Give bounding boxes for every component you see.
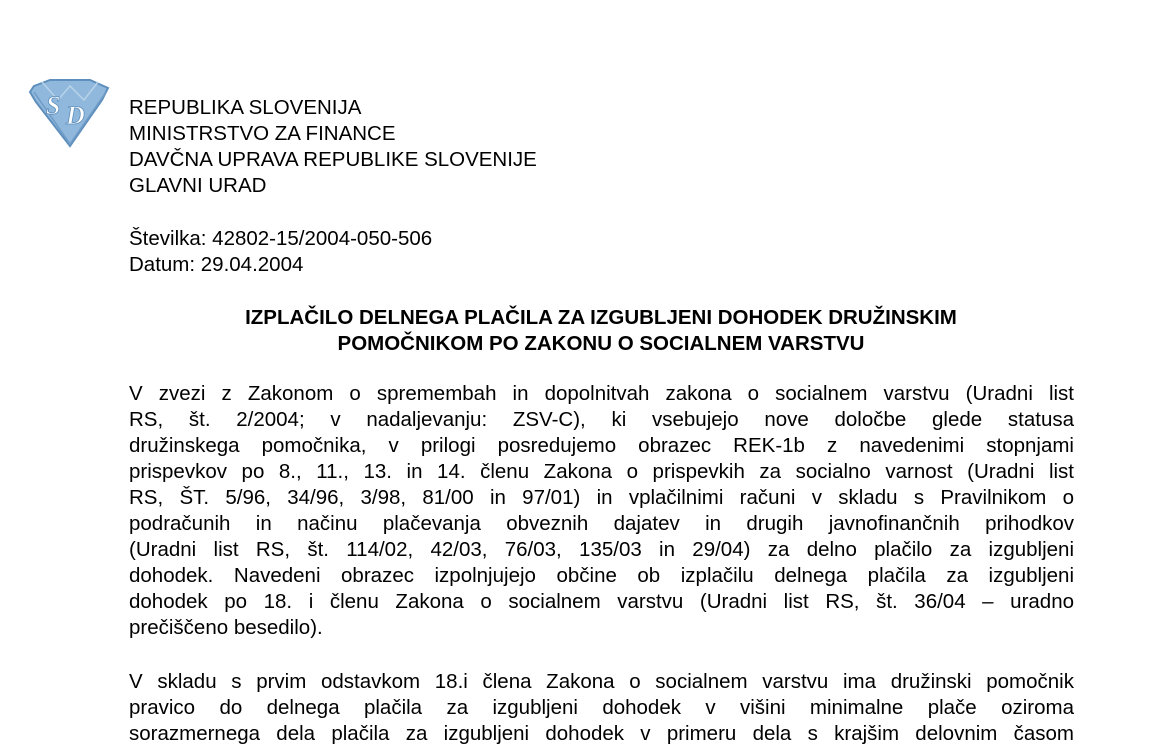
document-meta	[129, 226, 432, 278]
paragraph-line: prečiščeno besedilo).	[129, 616, 323, 639]
title-line-1: IZPLAČILO DELNEGA PLAČILA ZA IZGUBLJENI DOHODEK DRUŽINSKIM	[245, 306, 957, 329]
document-number: Številka: 42802-15/2004-050-506	[129, 227, 433, 250]
paragraph-line: družinskega pomočnika, v prilogi posredujemo obrazec REK-1b z navedenimi stopnjami	[129, 434, 1074, 457]
paragraph-line: sorazmernega dela plačila za izgubljeni dohodek v primeru dela s krajšim delovnim časom	[129, 722, 1074, 745]
paragraph-line: podračunih in načinu plačevanja obveznih dajatev in drugih javnofinančnih prihodkov	[129, 512, 1074, 535]
svg-text:S: S	[46, 91, 61, 120]
paragraph-1	[129, 381, 1074, 641]
paragraph-line: pravico do delnega plačila za izgubljeni dohodek v višini minimalne plače oziroma	[129, 696, 1074, 719]
letterhead-tax-administration: DAVČNA UPRAVA REPUBLIKE SLOVENIJE	[129, 148, 537, 171]
title-line-2: POMOČNIKOM PO ZAKONU O SOCIALNEM VARSTVU	[337, 332, 865, 355]
letterhead	[129, 95, 537, 199]
letterhead-republic: REPUBLIKA SLOVENIJA	[129, 96, 362, 119]
paragraph-line: V skladu s prvim odstavkom 18.i člena Zakona o socialnem varstvu ima družinski pomočnik	[129, 670, 1074, 693]
paragraph-line: dohodek. Navedeni obrazec izpolnjujejo občine ob izplačilu delnega plačila za izgubljeni	[129, 564, 1074, 587]
paragraph-line: dohodek po 18. i členu Zakona o socialnem varstvu (Uradni list RS, št. 36/04 – uradno	[129, 590, 1074, 613]
paragraph-line: prispevkov po 8., 11., 13. in 14. členu Zakona o prispevkih za socialno varnost (Uradni list	[129, 460, 1074, 483]
paragraph-line: (Uradni list RS, št. 114/02, 42/03, 76/03, 135/03 in 29/04) za delno plačilo za izgubljeni	[129, 538, 1074, 561]
letterhead-main-office: GLAVNI URAD	[129, 174, 267, 197]
sd-logo-icon	[28, 78, 112, 150]
paragraph-line: RS, ŠT. 5/96, 34/96, 3/98, 81/00 in 97/01) in vplačilnimi računi v skladu s Pravilnikom o	[129, 486, 1074, 509]
paragraph-line: V zvezi z Zakonom o spremembah in dopolnitvah zakona o socialnem varstvu (Uradni list	[129, 382, 1074, 405]
document-title	[129, 305, 1073, 357]
svg-text:D: D	[66, 101, 85, 130]
document-date: Datum: 29.04.2004	[129, 253, 304, 276]
paragraph-line: RS, št. 2/2004; v nadaljevanju: ZSV-C), ki vsebujejo nove določbe glede statusa	[129, 408, 1074, 431]
letterhead-ministry: MINISTRSTVO ZA FINANCE	[129, 122, 396, 145]
paragraph-2	[129, 669, 1074, 747]
